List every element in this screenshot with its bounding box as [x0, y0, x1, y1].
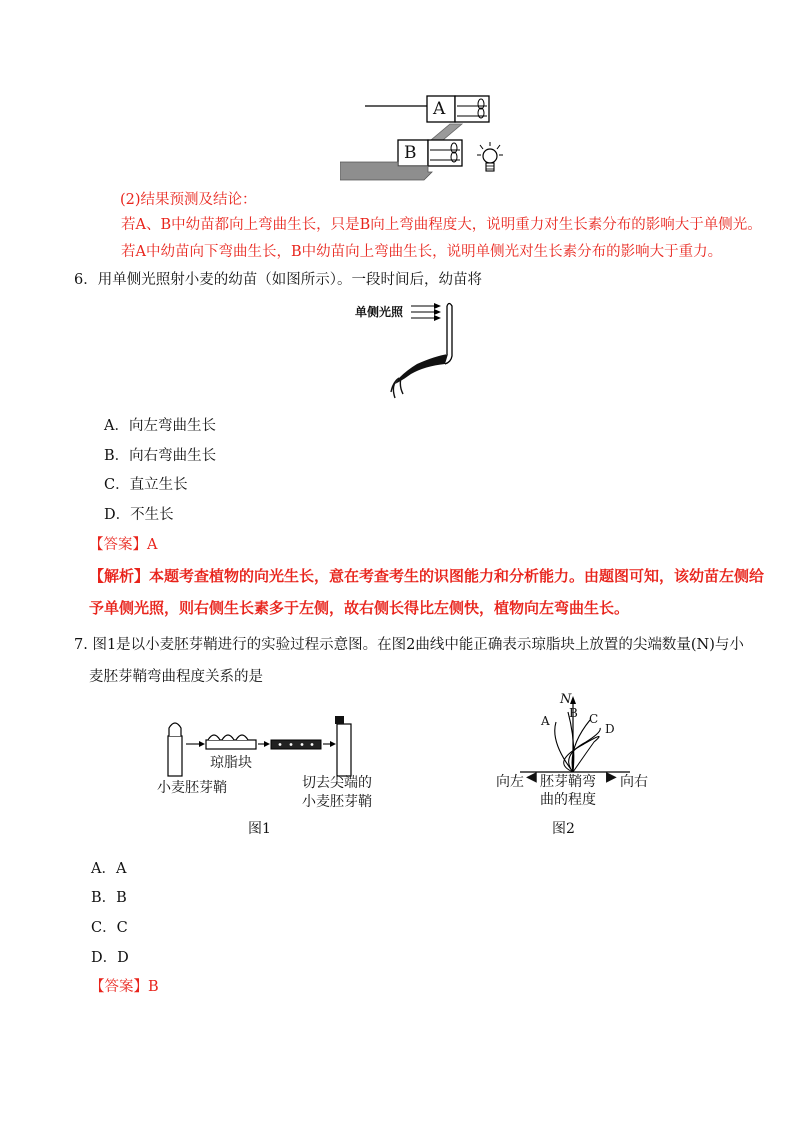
q6-answer: 【答案】A [89, 537, 158, 553]
label-cut-coleoptile-1: 切去尖端的 [302, 775, 372, 791]
label-b: B [404, 143, 417, 163]
curve-d-label: D [605, 722, 615, 736]
label-wheat-coleoptile: 小麦胚芽鞘 [157, 780, 227, 796]
label-agar-block: 琼脂块 [210, 755, 252, 771]
q6-analysis-line-2: 予单侧光照，则右侧生长素多于左侧，故右侧长得比左侧快，植物向左弯曲生长。 [89, 599, 630, 617]
axis-mid-label: 胚芽鞘弯 [540, 774, 596, 790]
axis-label-line-2: 曲的程度 [540, 792, 596, 808]
axis-right-label: 向右 [620, 774, 648, 790]
label-a: A [433, 99, 446, 119]
figure-2-graph [490, 692, 660, 840]
q6-option-c: C．直立生长 [104, 477, 188, 493]
result-heading: (2)结果预测及结论： [120, 192, 257, 208]
curve-c-label: C [589, 712, 599, 726]
left-arrow-icon: ◀ [526, 769, 537, 785]
q6-analysis [89, 560, 769, 624]
result-line-1: 若A、B中幼苗都向上弯曲生长，只是B向上弯曲程度大，说明重力对生长素分布的影响大于单侧光。 [121, 217, 762, 233]
right-arrow-icon: ▶ [606, 769, 617, 785]
figure-seedling-light [355, 298, 475, 400]
figure-1-caption: 图1 [248, 821, 271, 837]
q7-option-d: D．D [91, 950, 129, 966]
q6-option-a: A．向左弯曲生长 [104, 418, 216, 434]
light-bulb-icon [477, 142, 503, 171]
result-line-2: 若A中幼苗向下弯曲生长，B中幼苗向上弯曲生长，说明单侧光对生长素分布的影响大于重力。 [121, 244, 723, 260]
label-cut-coleoptile-2: 小麦胚芽鞘 [302, 794, 372, 810]
curve-b-label: B [569, 706, 578, 720]
q7-option-c: C．C [91, 920, 128, 936]
axis-n-label: N [560, 692, 572, 707]
figure-1-experiment [157, 712, 400, 840]
question-7-stem-line-1: 7. 图1是以小麦胚芽鞘进行的实验过程示意图。在图2曲线中能正确表示琼脂块上放置的尖端数量(N)与小 [74, 637, 744, 653]
axis-left-label: 向左 [496, 774, 524, 790]
label-side-light: 单侧光照 [355, 305, 404, 319]
curve-a-label: A [541, 714, 550, 728]
question-6-stem: 6．用单侧光照射小麦的幼苗（如图所示）。一段时间后，幼苗将 [74, 272, 482, 288]
question-7-stem-line-2: 麦胚芽鞘弯曲程度关系的是 [89, 669, 263, 685]
q6-analysis-line-1: 【解析】本题考查植物的向光生长，意在考查考生的识图能力和分析能力。由题图可知，该幼苗左侧给 [89, 567, 765, 585]
q7-option-b: B．B [91, 890, 127, 906]
q6-option-d: D．不生长 [104, 507, 174, 523]
q7-option-a: A．A [91, 861, 127, 877]
figure-2-caption: 图2 [552, 821, 575, 837]
q7-answer: 【答案】B [90, 979, 159, 995]
figure-gravity-light-setup [340, 92, 515, 184]
q6-option-b: B．向右弯曲生长 [104, 448, 217, 464]
